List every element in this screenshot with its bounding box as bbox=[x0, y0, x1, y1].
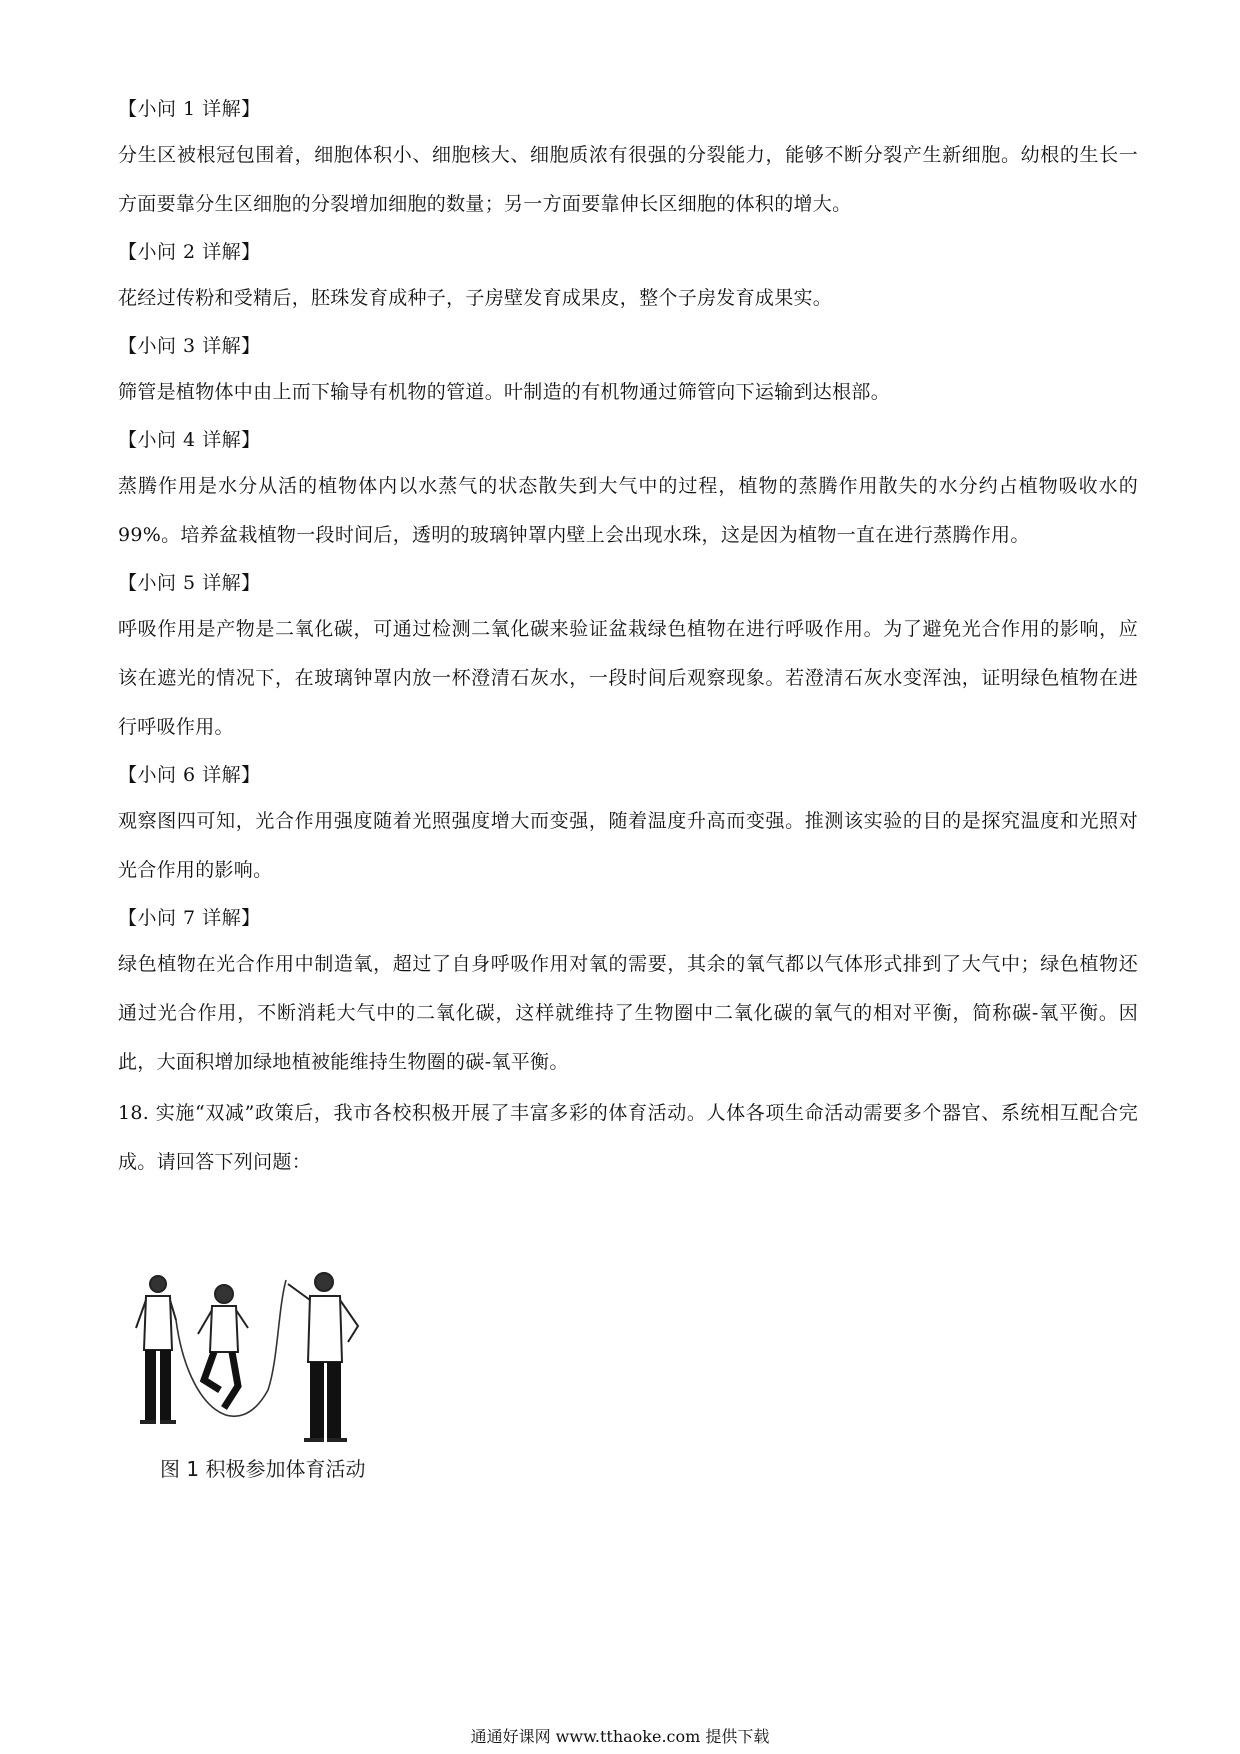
jumping-child-figure bbox=[198, 1285, 248, 1408]
section-4-text: 蒸腾作用是水分从活的植物体内以水蒸气的状态散失到大气中的过程，植物的蒸腾作用散失的水分约占植物吸收水的 99%。培养盆栽植物一段时间后，透明的玻璃钟罩内壁上会出现水珠，这是因为植物一直在进行蒸腾作用。 bbox=[118, 475, 1138, 546]
right-adult-figure bbox=[288, 1273, 358, 1440]
left-child-figure bbox=[136, 1276, 176, 1422]
section-2-heading: 【小问 2 详解】 bbox=[118, 241, 261, 263]
section-5-heading: 【小问 5 详解】 bbox=[118, 572, 261, 594]
section-2-text: 花经过传粉和受精后，胚珠发育成种子，子房壁发育成果皮，整个子房发育成果实。 bbox=[118, 287, 833, 309]
section-1-text: 分生区被根冠包围着，细胞体积小、细胞核大、细胞质浓有很强的分裂能力，能够不断分裂产生新细胞。幼根的生长一方面要靠分生区细胞的分裂增加细胞的数量；另一方面要靠伸长区细胞的体积的增大。 bbox=[118, 144, 1138, 215]
section-7-text: 绿色植物在光合作用中制造氧，超过了自身呼吸作用对氧的需要，其余的氧气都以气体形式排到了大气中；绿色植物还通过光合作用，不断消耗大气中的二氧化碳，这样就维持了生物圈中二氧化碳的氧气的相对平衡，简称碳-氧平衡。因此，大面积增加绿地植被能维持生物圈的碳-氧平衡。 bbox=[118, 953, 1138, 1073]
figure-caption: 图 1 积极参加体育活动 bbox=[160, 1457, 366, 1481]
section-3-heading: 【小问 3 详解】 bbox=[118, 335, 261, 357]
answer-content bbox=[118, 96, 1138, 1195]
section-1-heading: 【小问 1 详解】 bbox=[118, 98, 261, 120]
jump-rope-illustration bbox=[128, 1270, 388, 1450]
section-6-text: 观察图四可知，光合作用强度随着光照强度增大而变强，随着温度升高而变强。推测该实验的目的是探究温度和光照对光合作用的影响。 bbox=[118, 810, 1138, 881]
page-footer: 通通好课网 www.tthaoke.com 提供下载 bbox=[470, 1727, 770, 1746]
question-18-text: 18. 实施“双减”政策后，我市各校积极开展了丰富多彩的体育活动。人体各项生命活动需要多个器官、系统相互配合完成。请回答下列问题： bbox=[118, 1102, 1138, 1173]
section-3-text: 筛管是植物体中由上而下输导有机物的管道。叶制造的有机物通过筛管向下运输到达根部。 bbox=[118, 381, 891, 403]
section-6-heading: 【小问 6 详解】 bbox=[118, 764, 261, 786]
section-7-heading: 【小问 7 详解】 bbox=[118, 907, 261, 929]
section-4-heading: 【小问 4 详解】 bbox=[118, 429, 261, 451]
section-5-text: 呼吸作用是产物是二氧化碳，可通过检测二氧化碳来验证盆栽绿色植物在进行呼吸作用。为了避免光合作用的影响，应该在遮光的情况下，在玻璃钟罩内放一杯澄清石灰水，一段时间后观察现象。若澄清石灰水变浑浊，证明绿色植物在进行呼吸作用。 bbox=[118, 618, 1138, 738]
